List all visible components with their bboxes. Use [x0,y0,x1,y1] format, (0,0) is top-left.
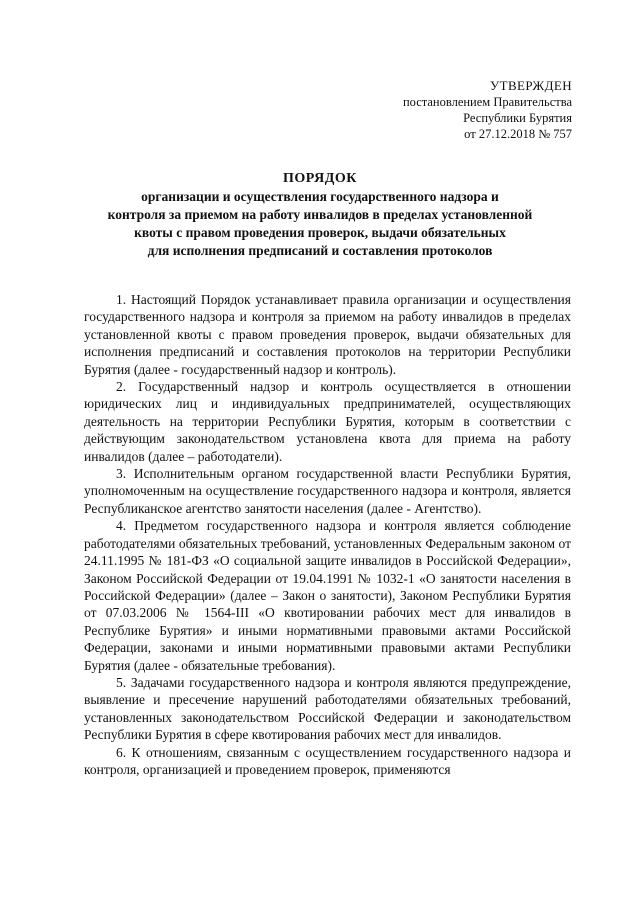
document-title [70,170,570,260]
paragraph-3: 3. Исполнительным органом государственной власти Республики Бурятия, уполномоченным на осуществление государственного надзора и контроля, является Республиканское агентство занятости населения (далее - Агентство). [84,466,571,516]
approval-line-3: от 27.12.2018 № 757 [464,127,572,141]
approval-stamp [403,78,572,142]
subtitle-line-2: контроля за приемом на работу инвалидов в пределах установленной [107,207,533,222]
approval-heading: УТВЕРЖДЕН [490,78,572,93]
paragraph-1: 1. Настоящий Порядок устанавливает правила организации и осуществления государственного надзора и контроля за приемом на работу инвалидов в пределах установленной квоты с правом проведения проверок, выдачи обязательных для исполнения предписаний и составления протоколов на территории Республики Бурятия (далее - государственный надзор и контроль). [84,292,571,377]
paragraph-6: 6. К отношениям, связанным с осуществлением государственного надзора и контроля, организацией и проведением проверок, применяются [84,744,571,777]
paragraph-5: 5. Задачами государственного надзора и контроля являются предупреждение, выявление и пресечение нарушений работодателями обязательных требований, установленных законодательством Российской Федерации и законодательством Республики Бурятия в сфере квотирования рабочих мест для инвалидов. [84,674,571,743]
subtitle-line-3: квоты с правом проведения проверок, выдачи обязательных [134,225,506,240]
paragraph-4: 4. Предметом государственного надзора и контроля является соблюдение работодателями обязательных требований, установленных Федеральным законом от 24.11.1995 № 181-ФЗ «О социальной защите инвалидов в Российской Федерации», Законом Российской Федерации от 19.04.1991 № 1032-1 «О занятости населения в Российской Федерации» (далее – Закон о занятости), Законом Республики Бурятия от 07.03.2006 № 1564-III «О квотировании рабочих мест для инвалидов в Республике Бурятия» и иными нормативными правовыми актами Российской Федерации, законами и иными нормативными правовыми актами Республики Бурятия (далее - обязательные требования). [84,518,571,673]
title-main: ПОРЯДОК [283,171,357,186]
subtitle-line-1: организации и осуществления государственного надзора и [141,189,499,204]
subtitle-line-4: для исполнения предписаний и составления протоколов [147,243,493,258]
approval-line-2: Республики Бурятия [463,111,572,125]
approval-line-1: постановлением Правительства [402,95,572,109]
document-body [84,291,571,778]
paragraph-2: 2. Государственный надзор и контроль осуществляется в отношении юридических лиц и индивидуальных предпринимателей, осуществляющих деятельность на территории Республики Бурятия, которым в соответствии с действующим законодательством установлена квота для приема на работу инвалидов (далее – работодатели). [84,379,571,464]
